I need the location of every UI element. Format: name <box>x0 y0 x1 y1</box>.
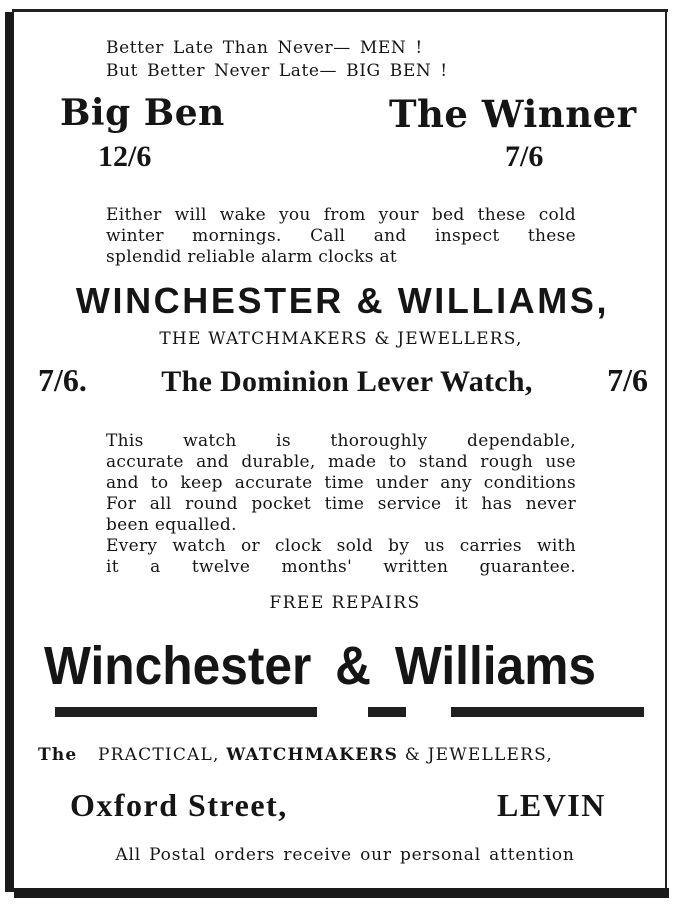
practical-watchmakers: WATCHMAKERS <box>226 745 399 765</box>
description-line-7: it a twelve months' written guarantee. <box>106 557 576 577</box>
signature-heading <box>44 635 596 697</box>
address-street: Oxford Street, <box>70 787 288 823</box>
intro-line-1: Either will wake you from your bed these cold <box>106 205 576 225</box>
signature-word-2: Williams <box>394 636 596 696</box>
intro-line-2: winter mornings. Call and inspect these <box>106 226 576 246</box>
description-line-1: This watch is thoroughly dependable, <box>106 431 576 451</box>
description-line-6: Every watch or clock sold by us carries with <box>106 536 576 556</box>
slogan-line-2: But Better Never Late— BIG BEN ! <box>106 61 448 81</box>
footer-note: All Postal orders receive our personal attention <box>115 845 575 865</box>
address-town: LEVIN <box>497 787 606 823</box>
watch-price-left: 7/6. <box>38 362 87 398</box>
practical-line <box>38 745 553 765</box>
watch-name: The Dominion Lever Watch, <box>161 365 533 398</box>
intro-line-3: splendid reliable alarm clocks at <box>106 247 398 267</box>
description-paragraph <box>106 431 576 578</box>
border-top <box>12 9 668 12</box>
border-right <box>665 9 667 889</box>
practical-jewellers: & JEWELLERS, <box>404 745 553 765</box>
slogan-line-1: Better Late Than Never— MEN ! <box>106 38 423 58</box>
description-line-5: been equalled. <box>106 515 237 535</box>
watch-headline <box>38 362 648 399</box>
shop-name-caps: WINCHESTER & WILLIAMS, <box>75 280 610 321</box>
product-price-big-ben: 12/6 <box>98 140 152 173</box>
product-name-the-winner: The Winner <box>389 92 637 136</box>
free-repairs: FREE REPAIRS <box>269 593 421 613</box>
divider-bar-left <box>55 707 317 717</box>
border-bottom <box>14 888 669 898</box>
border-left <box>5 12 14 892</box>
description-line-4: For all round pocket time service it has never <box>106 494 576 514</box>
watch-price-right: 7/6 <box>607 362 648 398</box>
product-name-big-ben: Big Ben <box>60 92 225 134</box>
signature-ampersand: & <box>335 636 372 696</box>
practical-word: PRACTICAL, <box>98 745 220 765</box>
intro-paragraph <box>106 205 576 268</box>
divider-bar-center <box>368 707 406 717</box>
signature-word-1: Winchester <box>44 636 312 696</box>
description-line-3: and to keep accurate time under any conditions <box>106 473 576 493</box>
practical-the: The <box>38 745 78 765</box>
divider-bar-right <box>451 707 644 717</box>
product-price-the-winner: 7/6 <box>505 140 544 173</box>
description-line-2: accurate and durable, made to stand rough use <box>106 452 576 472</box>
shop-subtitle: THE WATCHMAKERS & JEWELLERS, <box>159 329 523 349</box>
